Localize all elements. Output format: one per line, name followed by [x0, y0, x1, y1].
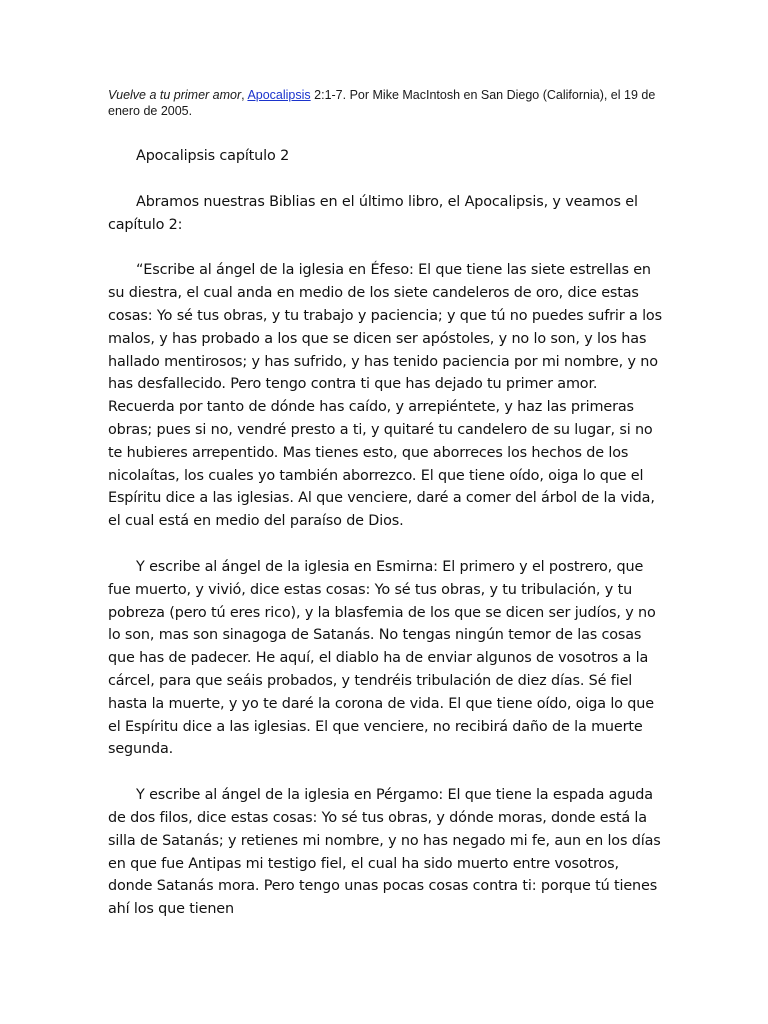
sermon-title: Vuelve a tu primer amor — [108, 88, 242, 102]
apocalipsis-link[interactable]: Apocalipsis — [247, 88, 311, 102]
source-citation — [108, 87, 668, 119]
citation-separator: , — [241, 88, 248, 102]
paragraph-pergamo: Y escribe al ángel de la iglesia en Pérgamo: El que tiene la espada aguda de dos filos, dice estas cosas: Yo sé tus obras, y dónde moras, donde está la silla de Satanás; y retienes mi nombre, y no has negado mi fe, aun en los días en que fue Antipas mi testigo fiel, el cual ha sido muerto entre vosotros, donde Satanás mora. Pero tengo unas pocas cosas contra ti: porque tú tienes ahí los que tienen — [108, 787, 661, 918]
paragraph-esmirna: Y escribe al ángel de la iglesia en Esmirna: El primero y el postrero, que fue muerto, y vivió, dice estas cosas: Yo sé tus obras, y tu tribulación, y tu pobreza (pero tú eres rico), y la blasfemia de los que se dicen ser judíos, y no lo son, mas son sinagoga de Satanás. No tengas ningún temor de las cosas que has de padecer. He aquí, el diablo ha de enviar algunos de vosotros a la cárcel, para que seáis probados, y tendréis tribulación de diez días. Sé fiel hasta la muerte, y yo te daré la corona de vida. El que tiene oído, oiga lo que el Espíritu dice a las iglesias. El que venciere, no recibirá daño de la muerte segunda. — [108, 558, 656, 758]
citation-details: 2:1-7. Por Mike MacIntosh en San Diego (California), el 19 de enero de 2005. — [108, 88, 656, 118]
document-body — [108, 145, 664, 921]
paragraph-efeso: “Escribe al ángel de la iglesia en Éfeso: El que tiene las siete estrellas en su diestra, el cual anda en medio de los siete candeleros de oro, dice estas cosas: Yo sé tus obras, y tu trabajo y paciencia; y que tú no puedes sufrir a los malos, y has probado a los que se dicen ser apóstoles, y no lo son, y los has hallado mentirosos; y has sufrido, y has tenido paciencia por mi nombre, y no has desfallecido. Pero tengo contra ti que has dejado tu primer amor. Recuerda por tanto de dónde has caído, y arrepiéntete, y haz las primeras obras; pues si no, vendré presto a ti, y quitaré tu candelero de su lugar, si no te hubieres arrepentido. Mas tienes esto, que aborreces los hechos de los nicolaítas, los cuales yo también aborrezco. El que tiene oído, oiga lo que el Espíritu dice a las iglesias. Al que venciere, daré a comer del árbol de la vida, el cual está en medio del paraíso de Dios. — [108, 262, 662, 530]
paragraph-intro: Abramos nuestras Biblias en el último libro, el Apocalipsis, y veamos el capítulo 2: — [108, 193, 638, 233]
chapter-heading: Apocalipsis capítulo 2 — [136, 148, 290, 164]
